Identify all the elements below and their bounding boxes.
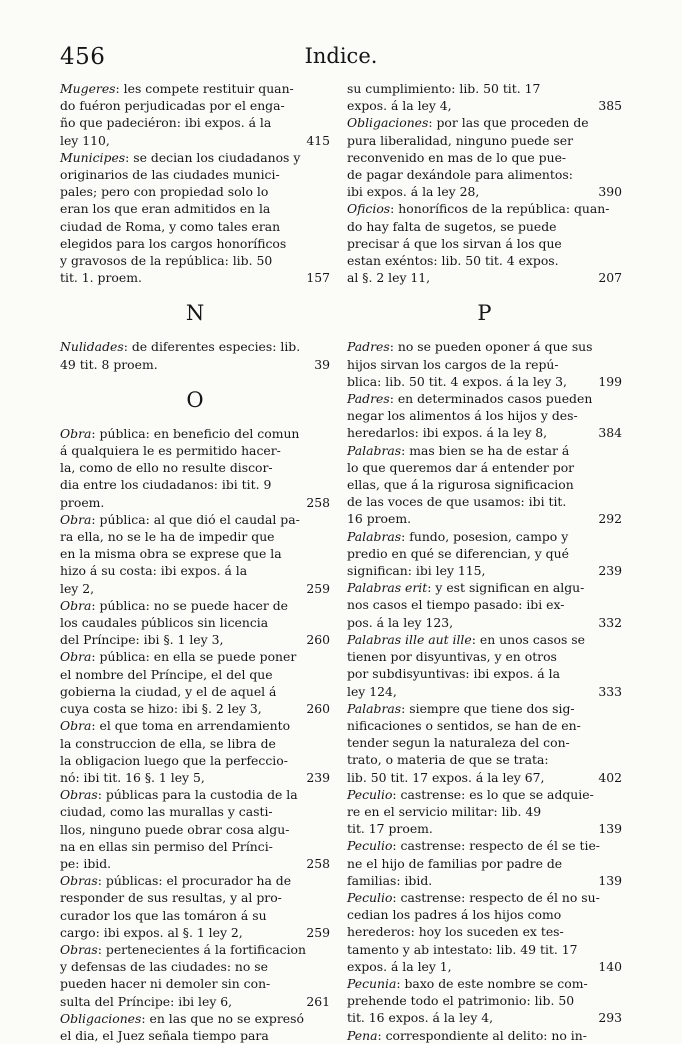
index-entry (347, 200, 622, 286)
entry-line: Obras: públicas para la custodia de la (60, 787, 298, 803)
entry-text: ellas, que á la rigurosa significacion (347, 477, 574, 493)
entry-text: cedian los padres á los hijos como (347, 907, 562, 923)
entry-page-number: 157 (306, 270, 330, 286)
entry-text: expos. á la ley 1, (347, 958, 452, 974)
entry-text: pública: en ella se puede poner (99, 649, 297, 665)
entry-line (347, 166, 622, 183)
entry-text: honoríficos de la república: quan- (398, 201, 610, 217)
entry-line (60, 838, 330, 855)
entry-text: 16 proem. (347, 511, 412, 527)
entry-line (60, 666, 330, 683)
entry-line (60, 545, 330, 562)
index-entry (347, 837, 622, 889)
index-entry (60, 149, 330, 287)
entry-text: llos, ninguno puede obrar cosa algu- (60, 821, 290, 837)
index-entry (60, 786, 330, 872)
entry-term: Peculio (347, 786, 393, 802)
entry-line (60, 855, 330, 872)
entry-line (60, 1027, 330, 1044)
index-entry (347, 114, 622, 200)
entry-line (60, 132, 330, 149)
entry-line (60, 97, 330, 114)
entry-term: Nulidades (60, 339, 124, 355)
entry-line: Oficios: honoríficos de la república: quan- (347, 201, 610, 217)
index-entry (60, 597, 330, 649)
entry-line (347, 252, 622, 269)
index-entry (347, 338, 622, 390)
entry-line (347, 218, 622, 235)
section-letter-o: O (186, 387, 204, 412)
entry-text: ciudad de Roma, y como tales eran (60, 218, 281, 234)
entry-page-number: 199 (598, 373, 622, 389)
entry-text: predio en qué se diferencian, y qué (347, 545, 569, 561)
entry-text: ley 124, (347, 683, 397, 699)
entry-line (347, 269, 622, 286)
index-entry (60, 941, 330, 1010)
entry-line (347, 562, 622, 579)
entry-text: pos. á la ley 123, (347, 614, 454, 630)
entries-o-continued-section (347, 80, 622, 286)
entry-line: Mugeres: les compete restituir quan- (60, 81, 294, 96)
entry-page-number: 39 (314, 356, 330, 372)
entry-text: correspondiente al delito: no in- (385, 1027, 587, 1043)
entry-text: en las que no se expresó (149, 1010, 304, 1026)
index-entry (60, 1010, 330, 1044)
entry-text: públicas para la custodia de la (105, 787, 298, 803)
entry-text: eran los que eran admitidos en la (60, 201, 271, 217)
entry-line (347, 459, 622, 476)
right-column (347, 80, 622, 1044)
entry-line: Obligaciones: en las que no se expresó (60, 1010, 304, 1026)
entry-term: Palabras ille aut ille (347, 631, 472, 647)
entry-text: en la misma obra se exprese que la (60, 546, 282, 562)
entry-text: heredarlos: ibi expos. á la ley 8, (347, 425, 548, 441)
entries-p-section (347, 338, 622, 1043)
section-letter-n: N (185, 301, 205, 326)
entry-text: originarios de las ciudades munici- (60, 167, 280, 183)
entry-page-number: 333 (598, 683, 622, 699)
entry-line (347, 751, 622, 768)
entry-line (347, 906, 622, 923)
entry-line (347, 149, 622, 166)
entry-line (60, 700, 330, 717)
entry-line: Peculio: castrense: es lo que se adquie- (347, 786, 594, 802)
entry-page-number: 390 (598, 184, 622, 200)
entry-line (347, 545, 622, 562)
entry-text: siempre que tiene dos sig- (409, 700, 575, 716)
entry-term: Oficios (347, 201, 391, 217)
entry-text: blica: lib. 50 tit. 4 expos. á la ley 3, (347, 373, 567, 389)
entry-line (60, 993, 330, 1010)
entry-line (60, 580, 330, 597)
entry-line (347, 923, 622, 940)
entry-line (347, 510, 622, 527)
entry-text: la, como de ello no resulte discor- (60, 460, 273, 476)
entry-text: herederos: hoy los suceden ex tes- (347, 924, 564, 940)
entry-line (60, 683, 330, 700)
entry-text: á qualquiera le es permitido hacer- (60, 443, 281, 459)
entry-line: Palabras: siempre que tiene dos sig- (347, 700, 575, 716)
entry-text: cuya costa se hizo: ibi §. 2 ley 3, (60, 701, 262, 717)
entry-line: Nulidades: de diferentes especies: lib. (60, 339, 301, 355)
entry-text: baxo de este nombre se com- (404, 975, 588, 991)
entry-term: Pena (347, 1027, 378, 1043)
entry-text: por subdisyuntivas: ibi expos. á la (347, 666, 560, 682)
entry-line: Pena: correspondiente al delito: no in- (347, 1027, 587, 1043)
entry-line (60, 562, 330, 579)
entry-page-number: 207 (598, 270, 622, 286)
entry-text: fundo, posesion, campo y (409, 528, 569, 544)
entry-term: Padres (347, 391, 390, 407)
index-entry (347, 975, 622, 1027)
entry-text: re en el servicio militar: lib. 49 (347, 803, 542, 819)
entry-text: curador los que las tomáron á su (60, 907, 267, 923)
entry-line (347, 356, 622, 373)
entry-text: ño que padeciéron: ibi expos. á la (60, 115, 272, 131)
entry-line (347, 373, 622, 390)
entry-term: Peculio (347, 889, 393, 905)
index-entry (60, 648, 330, 717)
entry-line (60, 183, 330, 200)
index-entry (347, 889, 622, 975)
entry-line (60, 528, 330, 545)
entry-line (347, 941, 622, 958)
entry-line: Padres: no se pueden oponer á que sus (347, 339, 593, 355)
index-entry (60, 338, 330, 372)
entry-term: Obras (60, 941, 98, 957)
entry-page-number: 259 (306, 924, 330, 940)
entry-line (347, 820, 622, 837)
entry-text: castrense: respecto de él no su- (400, 889, 600, 905)
entry-text: se decian los ciudadanos y (133, 149, 301, 165)
section-letter-p: P (477, 301, 492, 326)
entry-line: Obra: el que toma en arrendamiento (60, 718, 291, 734)
entry-text: no se pueden oponer á que sus (397, 339, 593, 355)
entry-text: tit. 1. proem. (60, 270, 142, 286)
entry-line: Obras: pertenecientes á la fortificacion (60, 941, 306, 957)
entry-text: pales; pero con propiedad solo lo (60, 184, 269, 200)
entry-page-number: 261 (306, 993, 330, 1009)
entry-line: Obras: públicas: el procurador ha de (60, 873, 292, 889)
entry-text: reconvenido en mas de lo que pue- (347, 149, 567, 165)
entry-text: castrense: es lo que se adquie- (400, 786, 594, 802)
entry-term: Mugeres (60, 81, 116, 96)
entry-line: Obligaciones: por las que proceden de (347, 115, 589, 131)
entry-text: negar los alimentos á los hijos y des- (347, 408, 578, 424)
entry-line: Palabras: mas bien se ha de estar á (347, 442, 570, 458)
entry-text: familias: ibid. (347, 872, 433, 888)
entry-text: tienen por disyuntivas, y en otros (347, 649, 557, 665)
entry-text: prehende todo el patrimonio: lib. 50 (347, 993, 575, 1009)
entry-text: al §. 2 ley 11, (347, 270, 431, 286)
entry-line (60, 269, 330, 286)
index-entry (347, 442, 622, 528)
entry-text: sulta del Príncipe: ibi ley 6, (60, 993, 233, 1009)
entry-text: y defensas de las ciudades: no se (60, 959, 269, 975)
entry-term: Obras (60, 787, 98, 803)
entry-text: 49 tit. 8 proem. (60, 356, 158, 372)
entry-line (60, 975, 330, 992)
entry-text: y est significan en algu- (435, 580, 585, 596)
entry-text: tender segun la naturaleza del con- (347, 735, 570, 751)
entry-line: Obra: pública: al que dió el caudal pa- (60, 511, 300, 527)
entry-text: pe: ibid. (60, 855, 112, 871)
entry-text: tit. 17 proem. (347, 821, 433, 837)
entry-text: por las que proceden de (436, 115, 589, 131)
entry-line (60, 614, 330, 631)
entry-text: pura liberalidad, ninguno puede ser (347, 132, 573, 148)
entry-line (60, 200, 330, 217)
entry-text: gobierna la ciudad, y el de aquel á (60, 683, 277, 699)
index-entry (60, 80, 330, 149)
entry-text: trato, o materia de que se trata: (347, 752, 549, 768)
entry-text: la construccion de ella, se libra de (60, 735, 276, 751)
entry-page-number: 415 (306, 132, 330, 148)
entry-line (347, 132, 622, 149)
entry-line: Peculio: castrense: respecto de él no su- (347, 889, 600, 905)
entry-text: estan exéntos: lib. 50 tit. 4 expos. (347, 253, 559, 269)
entry-page-number: 260 (306, 701, 330, 717)
entry-line: Padres: en determinados casos pueden (347, 391, 593, 407)
entries-m-section (60, 80, 330, 286)
entry-text: ibi expos. á la ley 28, (347, 184, 480, 200)
index-entry (347, 80, 622, 114)
entry-text: les compete restituir quan- (123, 81, 294, 96)
entry-line (60, 924, 330, 941)
entry-text: elegidos para los cargos honoríficos (60, 235, 287, 251)
entry-line (347, 476, 622, 493)
entry-line (60, 252, 330, 269)
entry-text: nó: ibi tit. 16 §. 1 ley 5, (60, 769, 205, 785)
entry-line: Obra: pública: en beneficio del comun (60, 425, 300, 441)
entry-line: Palabras erit: y est significan en algu- (347, 580, 585, 596)
entry-term: Obra (60, 511, 92, 527)
entry-line (60, 803, 330, 820)
entry-line (347, 803, 622, 820)
entry-text: precisar á que los sirvan á los que (347, 235, 562, 251)
entries-o-section (60, 425, 330, 1044)
entry-text: expos. á la ley 4, (347, 98, 452, 114)
index-entry (347, 631, 622, 700)
entry-page-number: 332 (598, 614, 622, 630)
entry-line (60, 476, 330, 493)
index-entry (347, 786, 622, 838)
entry-line (60, 889, 330, 906)
entry-term: Municipes (60, 149, 126, 165)
entry-page-number: 292 (598, 511, 622, 527)
entry-text: pueden hacer ni demoler sin con- (60, 976, 271, 992)
entry-line: Municipes: se decian los ciudadanos y (60, 149, 301, 165)
entry-term: Pecunia (347, 975, 397, 991)
entry-line (347, 683, 622, 700)
entry-page-number: 139 (598, 872, 622, 888)
entry-line (60, 958, 330, 975)
page-number: 456 (60, 44, 106, 70)
entries-n-section (60, 338, 330, 372)
entry-line (347, 235, 622, 252)
entry-line (347, 97, 622, 114)
entry-line (347, 80, 622, 97)
entry-term: Palabras erit (347, 580, 428, 596)
entry-text: el nombre del Príncipe, el del que (60, 666, 273, 682)
entry-term: Palabras (347, 528, 402, 544)
index-entry (60, 717, 330, 786)
entry-line (60, 631, 330, 648)
entry-line (60, 442, 330, 459)
entry-line (60, 218, 330, 235)
entry-text: pública: al que dió el caudal pa- (99, 511, 300, 527)
entry-text: los caudales públicos sin licencia (60, 615, 269, 631)
entry-text: lib. 50 tit. 17 expos. á la ley 67, (347, 769, 545, 785)
entry-page-number: 140 (598, 958, 622, 974)
entry-line (347, 614, 622, 631)
index-entry (347, 1027, 622, 1044)
index-entry (347, 528, 622, 580)
index-entry (347, 700, 622, 786)
entry-text: pertenecientes á la fortificacion (105, 941, 306, 957)
index-entry (60, 872, 330, 941)
entry-line (60, 821, 330, 838)
entry-text: ley 2, (60, 580, 95, 596)
index-entry (60, 425, 330, 511)
entry-line (347, 424, 622, 441)
entry-line (347, 665, 622, 682)
entry-text: dia entre los ciudadanos: ibi tit. 9 (60, 477, 272, 493)
entry-term: Obligaciones (60, 1010, 142, 1026)
entry-line (347, 717, 622, 734)
entry-text: tamento y ab intestato: lib. 49 tit. 17 (347, 941, 578, 957)
entry-text: el que toma en arrendamiento (99, 718, 291, 734)
entry-page-number: 259 (306, 580, 330, 596)
entry-text: na en ellas sin permiso del Prínci- (60, 838, 273, 854)
entry-text: tit. 16 expos. á la ley 4, (347, 1010, 494, 1026)
entry-line: Obra: pública: no se puede hacer de (60, 597, 288, 613)
entry-text: do hay falta de sugetos, se puede (347, 218, 557, 234)
entry-line (60, 114, 330, 131)
entry-line (60, 735, 330, 752)
entry-line (347, 958, 622, 975)
entry-text: cargo: ibi expos. al §. 1 ley 2, (60, 924, 243, 940)
entry-text: lo que queremos dar á entender por (347, 459, 575, 475)
entry-page-number: 385 (598, 98, 622, 114)
entry-line (60, 752, 330, 769)
entry-text: significan: ibi ley 115, (347, 563, 486, 579)
entry-term: Obras (60, 873, 98, 889)
running-head-title: Indice. (304, 44, 378, 68)
entry-line (347, 992, 622, 1009)
entry-term: Obra (60, 597, 92, 613)
index-entry (347, 390, 622, 442)
entry-page-number: 258 (306, 494, 330, 510)
entry-page-number: 260 (306, 632, 330, 648)
entry-text: el dia, el Juez señala tiempo para (60, 1027, 269, 1043)
entry-text: del Príncipe: ibi §. 1 ley 3, (60, 632, 224, 648)
entry-line (347, 183, 622, 200)
entry-line (347, 596, 622, 613)
entry-text: de pagar dexándole para alimentos: (347, 167, 573, 183)
entry-text: ra ella, no se le ha de impedir que (60, 529, 275, 545)
left-column (60, 80, 330, 1044)
entry-line (60, 235, 330, 252)
entry-line (60, 907, 330, 924)
entry-text: nos casos el tiempo pasado: ibi ex- (347, 597, 565, 613)
entry-line (347, 855, 622, 872)
entry-line (347, 648, 622, 665)
entry-text: de las voces de que usamos: ibi tit. (347, 494, 567, 510)
entry-page-number: 258 (306, 855, 330, 871)
entry-term: Palabras (347, 442, 402, 458)
index-entry (60, 511, 330, 597)
entry-term: Peculio (347, 838, 393, 854)
entry-text: ne el hijo de familias por padre de (347, 855, 563, 871)
entry-text: en unos casos se (479, 631, 585, 647)
entry-page-number: 139 (598, 821, 622, 837)
entry-text: mas bien se ha de estar á (409, 442, 570, 458)
entry-text: públicas: el procurador ha de (105, 873, 292, 889)
entry-line: Pecunia: baxo de este nombre se com- (347, 975, 588, 991)
entry-text: y gravosos de la república: lib. 50 (60, 253, 273, 269)
entry-page-number: 293 (598, 1010, 622, 1026)
entry-line (60, 356, 330, 373)
index-entry (347, 579, 622, 631)
entry-line: Obra: pública: en ella se puede poner (60, 649, 297, 665)
entry-line (60, 769, 330, 786)
entry-text: ciudad, como las murallas y casti- (60, 804, 273, 820)
entry-line (347, 493, 622, 510)
entry-text: proem. (60, 494, 105, 510)
entry-text: de diferentes especies: lib. (131, 339, 301, 355)
entry-line (60, 494, 330, 511)
entry-text: ley 110, (60, 132, 110, 148)
entry-page-number: 384 (598, 425, 622, 441)
entry-term: Obligaciones (347, 115, 429, 131)
entry-term: Obra (60, 649, 92, 665)
entry-line (347, 769, 622, 786)
entry-page-number: 239 (306, 769, 330, 785)
entry-text: la obligacion luego que la perfeccio- (60, 752, 288, 768)
entry-text: hizo á su costa: ibi expos. á la (60, 563, 248, 579)
entry-text: castrense: respecto de él se tie- (400, 838, 600, 854)
entry-line: Palabras: fundo, posesion, campo y (347, 528, 569, 544)
entry-text: responder de sus resultas, y al pro- (60, 890, 282, 906)
entry-text: pública: no se puede hacer de (99, 597, 288, 613)
entry-line (347, 872, 622, 889)
entry-text: hijos sirvan los cargos de la repú- (347, 356, 559, 372)
entry-line (60, 459, 330, 476)
entry-line: Peculio: castrense: respecto de él se tie- (347, 838, 600, 854)
entry-text: nificaciones o sentidos, se han de en- (347, 717, 581, 733)
entry-term: Obra (60, 425, 92, 441)
entry-term: Obra (60, 718, 92, 734)
entry-term: Padres (347, 339, 390, 355)
entry-line (347, 407, 622, 424)
entry-page-number: 402 (598, 769, 622, 785)
entry-text: su cumplimiento: lib. 50 tit. 17 (347, 81, 541, 96)
entry-text: en determinados casos pueden (397, 391, 593, 407)
entry-page-number: 239 (598, 563, 622, 579)
entry-line: Palabras ille aut ille: en unos casos se (347, 631, 585, 647)
entry-term: Palabras (347, 700, 402, 716)
entry-text: do fuéron perjudicadas por el enga- (60, 98, 285, 114)
entry-line (60, 166, 330, 183)
entry-text: pública: en beneficio del comun (99, 425, 300, 441)
entry-line (347, 734, 622, 751)
